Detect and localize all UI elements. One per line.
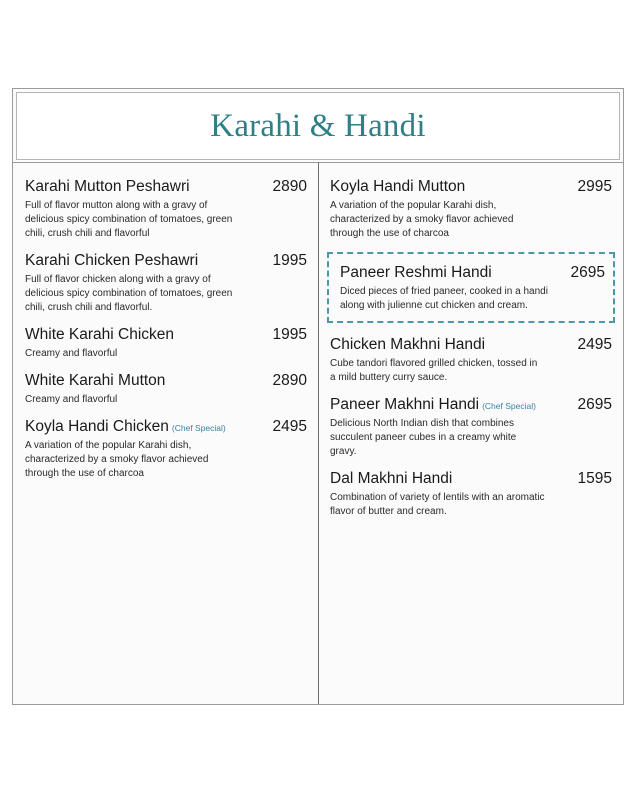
menu-item[interactable] xyxy=(25,372,307,407)
menu-item[interactable] xyxy=(330,336,612,385)
item-price: 2495 xyxy=(577,336,612,353)
item-description: A variation of the popular Karahi dish, characterized by a smoky flavor achieved through the use of charcoa xyxy=(330,200,514,239)
item-name: Paneer Reshmi Handi xyxy=(340,264,492,281)
item-name: Dal Makhni Handi xyxy=(330,470,453,487)
menu-item[interactable] xyxy=(330,178,612,241)
menu-item[interactable] xyxy=(25,418,307,481)
item-price: 1995 xyxy=(272,326,307,343)
item-price: 2890 xyxy=(272,372,307,389)
item-description: Full of flavor chicken along with a gravy of delicious spicy combination of tomatoes, green chili, crush chili and flavorful. xyxy=(25,274,233,313)
item-name: Chicken Makhni Handi xyxy=(330,336,486,353)
item-name: White Karahi Chicken xyxy=(25,326,175,343)
item-description: Cube tandori flavored grilled chicken, tossed in a mild buttery curry sauce. xyxy=(330,358,538,383)
item-description: Creamy and flavorful xyxy=(25,348,118,359)
item-price: 2695 xyxy=(577,396,612,413)
column-divider xyxy=(318,162,319,704)
menu-item[interactable] xyxy=(25,326,307,361)
item-name: White Karahi Mutton xyxy=(25,372,166,389)
left-column xyxy=(25,178,307,492)
menu-title: Karahi & Handi xyxy=(210,107,426,144)
item-description: Full of flavor mutton along with a gravy of delicious spicy combination of tomatoes, green chili, crush chili and flavorful xyxy=(25,200,233,239)
menu-item[interactable] xyxy=(330,470,612,519)
menu-item[interactable] xyxy=(25,178,307,241)
item-price: 1995 xyxy=(272,252,307,269)
chef-special-tag: (Chef Special) xyxy=(482,401,536,411)
chef-special-tag: (Chef Special) xyxy=(171,423,226,433)
item-price: 2890 xyxy=(272,178,307,195)
menu-header xyxy=(16,92,620,160)
item-description: Combination of variety of lentils with an aromatic flavor of butter and cream. xyxy=(330,492,545,517)
item-name: Karahi Chicken Peshawri xyxy=(25,252,199,269)
item-price: 2695 xyxy=(570,264,605,281)
menu-item[interactable] xyxy=(25,252,307,315)
item-description: A variation of the popular Karahi dish, characterized by a smoky flavor achieved through the use of charcoa xyxy=(25,440,209,479)
highlighted-menu-item[interactable] xyxy=(327,252,615,323)
menu-page xyxy=(12,88,624,705)
item-name: Koyla Handi Mutton xyxy=(330,178,466,195)
item-description: Diced pieces of fried paneer, cooked in a handi along with julienne cut chicken and cream. xyxy=(340,286,548,311)
item-price: 2995 xyxy=(577,178,612,195)
item-name: Paneer Makhni Handi xyxy=(330,396,480,413)
item-price: 1595 xyxy=(577,470,612,487)
item-description: Delicious North Indian dish that combines succulent paneer cubes in a creamy white gravy. xyxy=(330,418,517,457)
item-name: Karahi Mutton Peshawri xyxy=(25,178,190,195)
item-description: Creamy and flavorful xyxy=(25,394,118,405)
right-column xyxy=(330,178,612,530)
item-name: Koyla Handi Chicken xyxy=(25,418,169,435)
item-price: 2495 xyxy=(272,418,307,435)
menu-item[interactable] xyxy=(330,396,612,459)
